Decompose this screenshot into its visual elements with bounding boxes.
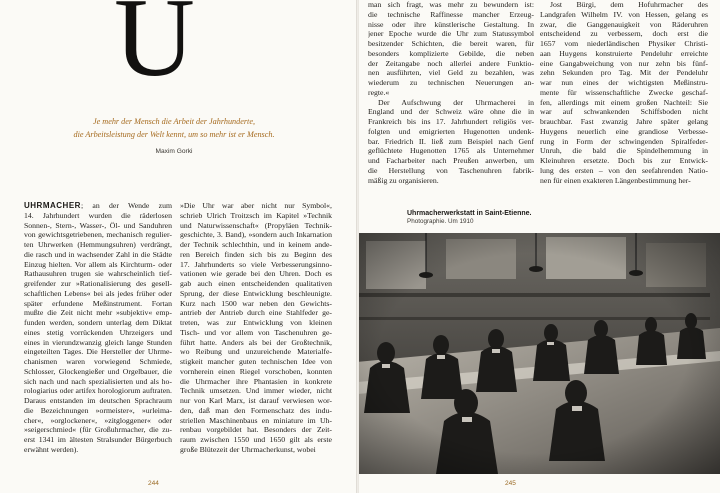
text-line — [368, 117, 534, 127]
line-text: besitzender Schichten, die bereit waren, für — [368, 39, 534, 48]
text-line — [24, 211, 172, 221]
line-text: gab auch einen entscheidenden qualitativen — [180, 279, 332, 288]
text-line — [368, 107, 534, 117]
decorative-initial: U — [114, 0, 195, 100]
line-text: den, daß man den Formenschatz des indu- — [180, 405, 332, 415]
line-text: wo Reibung und unzureichende Materialfe- — [180, 347, 332, 357]
line-text: Schlosser, Glockengießer und Orgelbauer, die — [24, 366, 172, 376]
page-number: 244 — [148, 480, 159, 487]
line-text: nen für einen exakteren Längenbestimmung her- — [540, 175, 691, 185]
text-line — [368, 49, 534, 59]
line-text: führt hatte. Anders als bei der Großtechnik, — [180, 337, 332, 347]
text-line — [540, 59, 708, 69]
caption-title: Uhrmacherwerkstatt in Saint-Etienne. — [407, 210, 532, 217]
text-line — [24, 367, 172, 377]
text-column — [180, 201, 332, 455]
text-line — [368, 68, 534, 78]
line-text: mäßig zu organisieren. — [368, 175, 439, 185]
line-text: Technik umsetzen. Und immer wieder, nicht — [180, 386, 332, 396]
line-text: nur von Karl Marx, ist darauf verwiesen wor- — [180, 396, 332, 405]
line-text: vationen wie gerade bei den Uhren. Doch es — [180, 269, 332, 279]
line-text: und Naturwissenschaft« (Propyläen Technik- — [180, 220, 332, 230]
line-text: der Technik schlechthin, und in keinem ande- — [180, 240, 332, 249]
line-text: Rathausuhren trugen sie wahrscheinlich tief- — [24, 269, 172, 279]
line-text: raum zwischen 1550 und 1650 gilt als erste — [180, 435, 332, 444]
text-line — [180, 377, 332, 387]
text-line — [368, 137, 534, 147]
line-text: große Blütezeit der Uhrmacherkunst, wobei — [180, 444, 316, 454]
text-line — [180, 289, 332, 299]
line-text: entscheidend zu verbessern, doch erst die — [540, 29, 708, 39]
text-line — [24, 435, 172, 445]
text-line — [368, 78, 534, 88]
line-text: ren Bereich finden sich bis zu Beginn des — [180, 249, 332, 259]
line-text: erwähnt werden). — [24, 444, 79, 454]
line-text: Kurz nach 1500 war neben den Gewichts- — [180, 298, 332, 308]
line-text: die Uhrmacher ihre Phantasien in konkrete — [180, 376, 332, 386]
text-line — [180, 230, 332, 240]
caption-subtitle: Photographie. Um 1910 — [407, 218, 474, 225]
text-line — [180, 406, 332, 416]
text-line — [24, 406, 172, 416]
text-line — [540, 146, 708, 156]
line-text: ten Uhrwerken (Hemmungsuhren) verdrängt, — [24, 240, 172, 249]
text-line — [180, 357, 332, 367]
text-line — [24, 396, 172, 406]
text-column — [540, 0, 708, 185]
text-column — [24, 201, 172, 455]
line-text: der Zeitangabe noch allerlei andere Funktio- — [368, 58, 534, 68]
line-text: war nun eines der wichtigsten Meßinstru- — [540, 78, 708, 87]
entry-keyword: UHRMACHER — [24, 201, 81, 210]
line-text: »Die Uhr war aber nicht nur Symbol«, — [180, 201, 332, 210]
line-text: Der Aufschwung der Uhrmacherei in — [378, 97, 534, 107]
line-text: treten, was zur Entwicklung von kleinen — [180, 318, 332, 327]
line-text: vornherein einen Riegel vorschoben, konnten — [180, 366, 332, 376]
text-line — [540, 166, 708, 176]
line-text: man sich fragt, was mehr zu bewundern ist: — [368, 0, 534, 9]
line-text: Sonnen-, Stern-, Wasser-, Öl- und Sanduhren — [24, 220, 172, 230]
text-line — [180, 338, 332, 348]
text-line — [368, 29, 534, 39]
text-line — [540, 88, 708, 98]
line-text: geflüchtete Hugenotten 1765 als Unternehmer — [368, 146, 534, 156]
line-text: aan Huygens konstruierte Pendeluhr erreichte — [540, 48, 708, 58]
line-text: nen ausführten, viel Geld zu bezahlen, was — [368, 68, 534, 78]
line-text: 14. Jahrhundert wurden die räderlosen — [24, 210, 172, 220]
line-text: cher«, »orglockener«, »zitgloggener« oder — [24, 415, 172, 425]
text-line — [368, 10, 534, 20]
text-line — [368, 98, 534, 108]
text-line — [540, 156, 708, 166]
line-text: antrieb der Antrieb durch eine Stahlfeder ge- — [180, 308, 332, 318]
line-text: mente für wissenschaftliche Zwecke geschaf- — [540, 87, 708, 97]
text-line — [368, 166, 534, 176]
line-text: war auf schwankenden Schiffsboden nicht — [540, 107, 708, 117]
text-line — [24, 347, 172, 357]
line-text: funden werden, sondern unterlag dem Diktat — [24, 318, 172, 327]
text-line — [24, 328, 172, 338]
line-text: sich nach und nach spezialisierten und als ho- — [24, 376, 172, 386]
text-line — [540, 49, 708, 59]
text-line — [24, 377, 172, 387]
text-line — [24, 221, 172, 231]
text-line — [24, 269, 172, 279]
text-line — [24, 250, 172, 260]
line-text: Landgrafen Wilhelm IV. von Hessen, gelang es — [540, 9, 708, 19]
line-text: erst 1341 im ältesten Stralsunder Bürgerbuch — [24, 435, 172, 444]
line-text: von gewichtsgetriebenen, mechanisch regulier- — [24, 230, 172, 240]
text-line — [180, 299, 332, 309]
text-line — [180, 328, 332, 338]
line-text: fen, allerdings mit einem großen Nachteil: Sie — [540, 97, 708, 107]
photo-caption — [407, 209, 531, 226]
text-line — [180, 269, 332, 279]
text-line — [24, 299, 172, 309]
text-line — [24, 230, 172, 240]
line-text: Jost Bürgi, dem Hofuhrmacher des — [550, 0, 708, 9]
text-line — [180, 347, 332, 357]
text-line — [24, 445, 172, 455]
line-text: striellen Maschinenbaus en miniature im Uh- — [180, 415, 332, 425]
text-line — [24, 201, 172, 211]
text-line — [540, 127, 708, 137]
text-line — [180, 240, 332, 250]
line-text: England und der Schweiz wäre ohne die in — [368, 107, 534, 117]
text-line — [368, 20, 534, 30]
line-text: Unruh, die bald die Spindelhemmung in — [540, 146, 708, 156]
text-line — [24, 338, 172, 348]
text-line — [368, 88, 534, 98]
epigraph — [24, 115, 324, 155]
text-line — [180, 416, 332, 426]
right-page — [359, 0, 720, 493]
line-text: rung in Form der schwingenden Spiralfeder- — [540, 136, 708, 146]
left-page — [0, 0, 357, 493]
line-text: die rasch und in wachsender Zahl in die Städte — [24, 249, 172, 259]
line-text: ; an der Wende zum — [80, 201, 172, 210]
line-text: bar. Friedrich II. ließ zum Beispiel nach Genf — [368, 136, 534, 146]
text-line — [24, 318, 172, 328]
text-line — [180, 367, 332, 377]
text-line — [540, 137, 708, 147]
line-text: Kleinuhren ersetzte. Doch bis zur Entwick- — [540, 156, 708, 165]
line-text: Sprung, der diese Entwicklung beschleunigte. — [180, 288, 332, 298]
text-line — [24, 279, 172, 289]
text-line — [180, 435, 332, 445]
line-text: eines in vierundzwanzig gleich lange Stunden — [24, 337, 172, 347]
text-line — [540, 68, 708, 78]
text-line — [24, 416, 172, 426]
line-text: mußte die Zeit nicht mehr »subjektiv« emp- — [24, 308, 172, 318]
text-line — [540, 78, 708, 88]
text-line — [540, 10, 708, 20]
text-line — [24, 260, 172, 270]
text-line — [368, 127, 534, 137]
line-text: und Facharbeiter nach Preußen anwerben, um — [368, 156, 534, 165]
line-text: die Bezeichnungen »ormeister«, »urleima- — [24, 405, 172, 415]
text-line — [368, 39, 534, 49]
text-line — [180, 318, 332, 328]
text-column — [368, 0, 534, 185]
text-line — [24, 425, 172, 435]
epigraph-line: Je mehr der Mensch die Arbeit der Jahrhunderte, — [92, 117, 256, 126]
line-text: Daraus entstanden im deutschen Sprachraum — [24, 396, 172, 405]
text-line — [180, 250, 332, 260]
line-text: besonders komplizierte Gebilde, die neben — [368, 48, 534, 58]
text-line — [180, 396, 332, 406]
line-text: geschichte, 3. Band), »sondern auch Inkarnation — [180, 230, 332, 240]
line-text: »seigerschmied« (für Großuhrmacher, die zu- — [24, 425, 172, 435]
text-line — [540, 98, 708, 108]
line-text: Frankreich bis ins 17. Jahrhundert religiös ver- — [368, 117, 534, 126]
line-text: Einzug hielten. Vor allem als Kirchturm- oder — [24, 259, 172, 269]
line-text: wiederum zu technischen Neuerungen an- — [368, 78, 534, 87]
line-text: zehn Sekunden pro Tag. Mit der Pendeluhr — [540, 68, 708, 78]
text-line — [24, 386, 172, 396]
line-text: eine Gangabweichung von nur zehn bis fünf- — [540, 58, 708, 68]
text-line — [180, 201, 332, 211]
text-line — [368, 0, 534, 10]
line-text: nisse oder ihre künstlerische Gestaltung. In — [368, 19, 534, 29]
text-line — [180, 260, 332, 270]
text-line — [180, 211, 332, 221]
text-line — [180, 221, 332, 231]
text-line — [368, 156, 534, 166]
text-line — [180, 386, 332, 396]
line-text: brauchbar. Fast zwanzig Jahre später gelang — [540, 117, 708, 126]
line-text: später erfundene Meßinstrument. Fortan — [24, 298, 172, 308]
line-text: Tisch- und vor allem von Taschenuhren ge- — [180, 327, 332, 337]
line-text: Huygens neuerlich eine grandiose Verbesse- — [540, 126, 708, 136]
text-line — [540, 29, 708, 39]
line-text: 17. Jahrhunderts so viele Verbesserungsinno- — [180, 259, 332, 269]
text-line — [540, 20, 708, 30]
line-text: greifender zur »Rationalisierung des gesell- — [24, 279, 172, 288]
line-text: folgten und emigrierten Hugenotten undenk- — [368, 126, 534, 136]
text-line — [540, 39, 708, 49]
text-line — [180, 445, 332, 455]
line-text: schaftlichen Lebens« bei als jedes früher oder — [24, 288, 172, 298]
line-text: jener Epoche wurde die Uhr zum Statussymbol — [368, 29, 534, 39]
line-text: stigkeit mancher guten technischen Idee von — [180, 357, 332, 366]
text-line — [540, 176, 708, 186]
epigraph-author: Maxim Gorki — [155, 148, 193, 155]
text-line — [180, 279, 332, 289]
text-line — [368, 59, 534, 69]
text-line — [24, 308, 172, 318]
text-line — [24, 289, 172, 299]
line-text: eines stetig vorrückenden Uhrzeigers und — [24, 327, 172, 337]
text-line — [368, 176, 534, 186]
line-text: renbau vorgebildet hat. Besonders der Zeit- — [180, 425, 332, 435]
line-text: zwar, die Ganggenauigkeit von Räderuhren — [540, 19, 708, 29]
text-line — [24, 240, 172, 250]
text-line — [180, 425, 332, 435]
page-number: 245 — [505, 480, 516, 487]
line-text: eingeteilten Tages. Die Hersteller der Uhrme- — [24, 347, 172, 357]
line-text: chanismen waren vorwiegend Schmiede, — [24, 357, 172, 366]
line-text: schrieb Ulrich Troitzsch im Kapitel »Technik — [180, 210, 332, 220]
text-line — [540, 117, 708, 127]
text-line — [368, 146, 534, 156]
text-line — [540, 0, 708, 10]
line-text: die Herstellung von Taschenuhren fabrik- — [368, 165, 534, 175]
text-line — [180, 308, 332, 318]
workshop-photograph — [359, 233, 720, 474]
line-text: lung des ersten – von den seefahrenden Natio- — [540, 165, 708, 175]
text-line — [540, 107, 708, 117]
text-line — [24, 357, 172, 367]
line-text: die technische Raffinesse mancher Erzeug- — [368, 9, 534, 19]
line-text: 1657 vom niederländischen Physiker Christi- — [540, 39, 708, 48]
epigraph-line: die Arbeitsleistung der Welt kennt, um so mehr ist er Mensch. — [73, 130, 275, 139]
line-text: regte.« — [368, 87, 390, 97]
line-text: rologiarius oder artifex horologiorum auftraten. — [24, 386, 172, 396]
